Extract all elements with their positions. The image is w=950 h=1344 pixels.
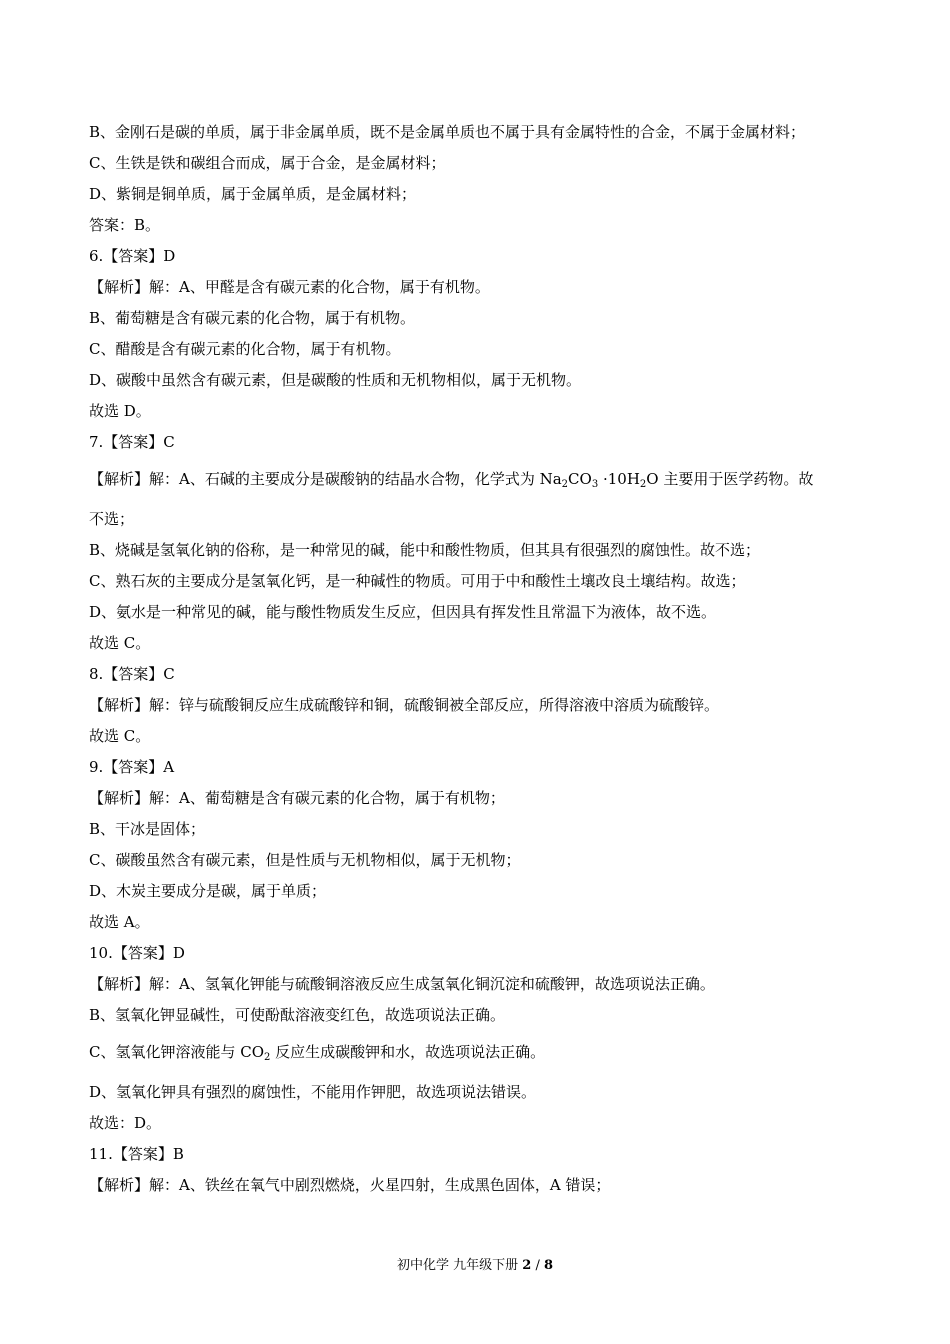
text-line: D、木炭主要成分是碳，属于单质；: [89, 882, 327, 900]
answer-heading-6: 6.【答案】D: [89, 247, 176, 265]
text-line: 【解析】解：A、铁丝在氧气中剧烈燃烧，火星四射，生成黑色固体，A 错误；: [89, 1176, 611, 1194]
answer-heading-7: 7.【答案】C: [89, 433, 175, 451]
text-line: 不选；: [89, 510, 135, 528]
document-body: [89, 117, 889, 1201]
text-line: C、熟石灰的主要成分是氢氧化钙，是一种碱性的物质。可用于中和酸性土壤改良土壤结构。故选；: [89, 572, 746, 590]
formula-subscript: 2: [639, 479, 647, 490]
formula-text-pre: 【解析】解：A、石碱的主要成分是碳酸钠的结晶水合物，化学式为 Na: [89, 470, 562, 488]
formula-subscript: 2: [264, 1052, 271, 1063]
text-line: B、烧碱是氢氧化钠的俗称，是一种常见的碱，能中和酸性物质，但其具有很强烈的腐蚀性。故不选；: [89, 541, 761, 559]
footer-separator: /: [531, 1258, 544, 1273]
co2-formula-line: [89, 1031, 889, 1077]
text-line: 故选 D。: [89, 402, 151, 420]
footer-page-number: 2: [522, 1258, 532, 1273]
text-line: 故选 A。: [89, 913, 150, 931]
text-line: B、氢氧化钾显碱性，可使酚酞溶液变红色，故选项说法正确。: [89, 1006, 506, 1024]
answer-heading-11: 11.【答案】B: [89, 1145, 184, 1163]
text-line: 【解析】解：锌与硫酸铜反应生成硫酸锌和铜，硫酸铜被全部反应，所得溶液中溶质为硫酸锌。: [89, 696, 720, 714]
text-line: D、氢氧化钾具有强烈的腐蚀性，不能用作钾肥，故选项说法错误。: [89, 1083, 537, 1101]
text-line: 【解析】解：A、葡萄糖是含有碳元素的化合物，属于有机物；: [89, 789, 505, 807]
text-line: 【解析】解：A、氢氧化钾能与硫酸铜溶液反应生成氢氧化铜沉淀和硫酸钾，故选项说法正确。: [89, 975, 715, 993]
formula-text: CO: [568, 470, 592, 488]
formula-line: [89, 458, 889, 504]
formula-text-post: O 主要用于医学药物。故: [646, 470, 814, 488]
text-line: C、碳酸虽然含有碳元素，但是性质与无机物相似，属于无机物；: [89, 851, 521, 869]
formula-text: ·10H: [598, 470, 640, 488]
formula-subscript: 2: [561, 479, 569, 490]
text-line: 答案：B。: [89, 216, 161, 234]
text-line: 故选：D。: [89, 1114, 162, 1132]
answer-heading-9: 9.【答案】A: [89, 758, 175, 776]
footer-total-pages: 8: [543, 1258, 554, 1273]
formula-text-pre: C、氢氧化钾溶液能与 CO: [89, 1043, 265, 1061]
text-line: D、氨水是一种常见的碱，能与酸性物质发生反应，但因具有挥发性且常温下为液体，故不选。: [89, 603, 717, 621]
text-line: C、生铁是铁和碳组合而成，属于合金，是金属材料；: [89, 154, 446, 172]
text-line: B、金刚石是碳的单质，属于非金属单质，既不是金属单质也不属于具有金属特性的合金，不属于金属材料；: [89, 123, 806, 141]
formula-text-post: 反应生成碳酸钾和水，故选项说法正确。: [270, 1043, 546, 1061]
text-line: D、碳酸中虽然含有碳元素，但是碳酸的性质和无机物相似，属于无机物。: [89, 371, 582, 389]
footer-subject: 初中化学 九年级下册: [396, 1258, 519, 1273]
text-line: D、紫铜是铜单质，属于金属单质，是金属材料；: [89, 185, 417, 203]
text-line: 故选 C。: [89, 634, 151, 652]
page-footer: [0, 1257, 950, 1275]
answer-heading-10: 10.【答案】D: [89, 944, 185, 962]
formula-subscript: 3: [591, 479, 599, 490]
text-line: 【解析】解：A、甲醛是含有碳元素的化合物，属于有机物。: [89, 278, 490, 296]
text-line: C、醋酸是含有碳元素的化合物，属于有机物。: [89, 340, 401, 358]
answer-heading-8: 8.【答案】C: [89, 665, 175, 683]
text-line: B、干冰是固体；: [89, 820, 206, 838]
text-line: B、葡萄糖是含有碳元素的化合物，属于有机物。: [89, 309, 416, 327]
text-line: 故选 C。: [89, 727, 151, 745]
